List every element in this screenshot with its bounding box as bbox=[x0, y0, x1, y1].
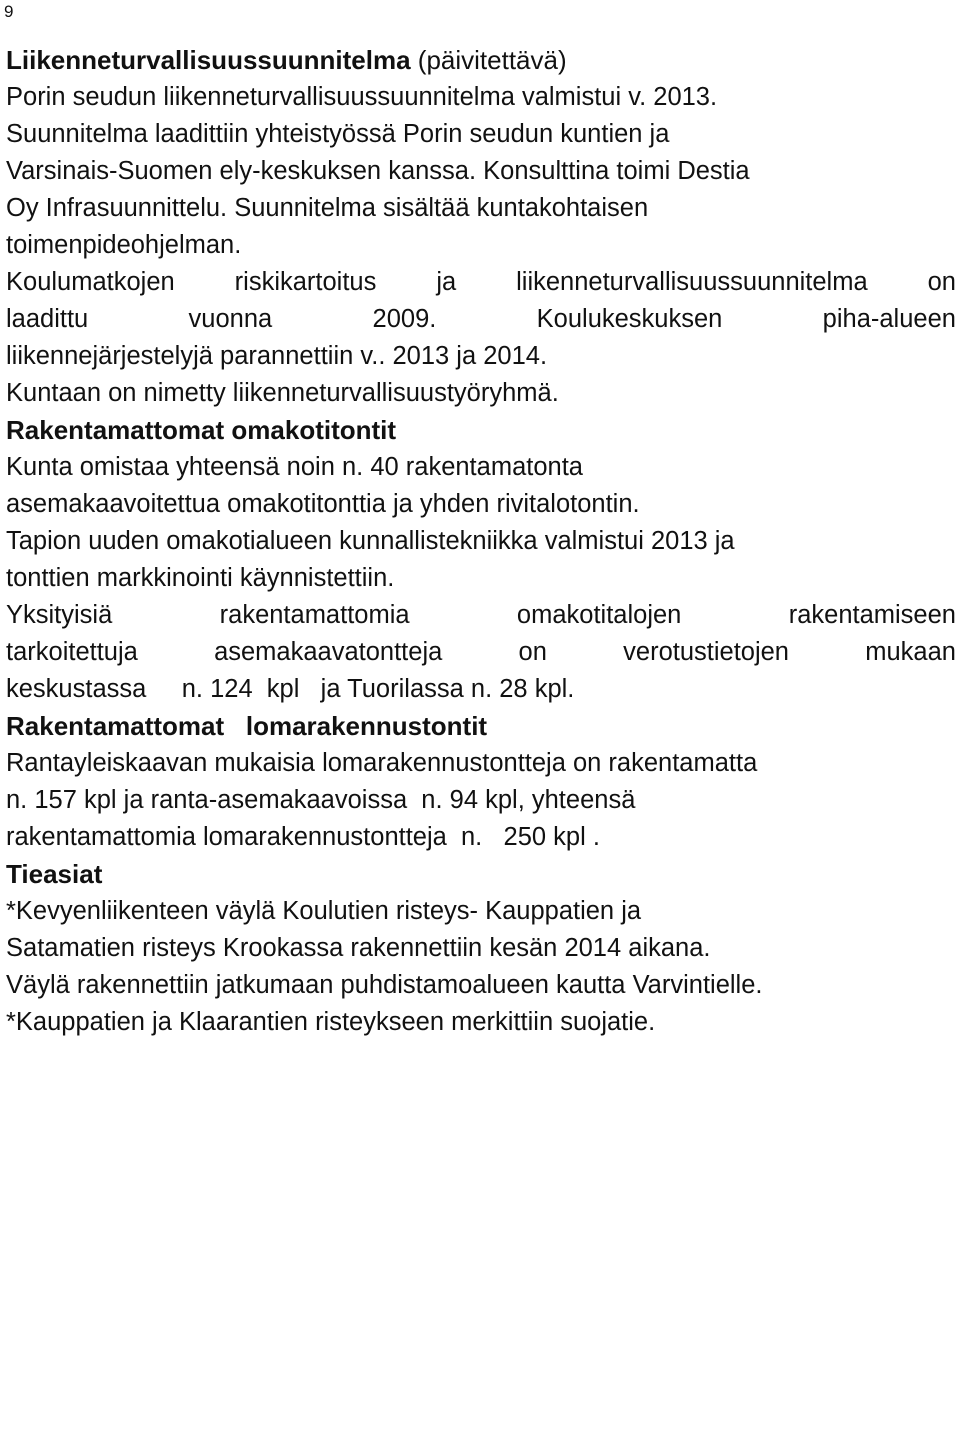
word: vuonna bbox=[188, 305, 273, 333]
text-line: keskustassa n. 124 kpl ja Tuorilassa n. 28 kpl. bbox=[6, 675, 575, 703]
section-heading-lomarakennustontit: Rakentamattomat lomarakennustontit bbox=[6, 711, 488, 741]
word: mukaan bbox=[865, 638, 956, 666]
text-line: Rantayleiskaavan mukaisia lomarakennustontteja on rakentamatta bbox=[6, 749, 758, 777]
word: rakentamattomia bbox=[219, 601, 410, 629]
text-line: tonttien markkinointi käynnistettiin. bbox=[6, 564, 395, 592]
word: on bbox=[518, 638, 547, 666]
text-line: Suunnitelma laadittiin yhteistyössä Porin seudun kuntien ja bbox=[6, 120, 670, 148]
word: liikenneturvallisuussuunnitelma bbox=[516, 268, 868, 296]
paragraph-road-works bbox=[6, 893, 956, 1041]
word: Koulukeskuksen bbox=[536, 305, 723, 333]
paragraph-working-group bbox=[6, 375, 956, 412]
text-line: Oy Infrasuunnittelu. Suunnitelma sisältää kuntakohtaisen bbox=[6, 194, 649, 222]
paragraph-plan-summary bbox=[6, 79, 956, 264]
word: laadittu bbox=[6, 305, 89, 333]
text-line: Kunta omistaa yhteensä noin n. 40 rakentamatonta bbox=[6, 453, 583, 481]
title-bold: Liikenneturvallisuussuunnitelma bbox=[6, 45, 411, 75]
word: asemakaavatontteja bbox=[214, 638, 443, 666]
word: piha-alueen bbox=[822, 305, 956, 333]
text-line: Tapion uuden omakotialueen kunnallistekniikka valmistui 2013 ja bbox=[6, 527, 735, 555]
text-line: liikennejärjestelyjä parannettiin v.. 2013 ja 2014. bbox=[6, 342, 548, 370]
text-line bbox=[6, 301, 956, 338]
section-heading-tieasiat: Tieasiat bbox=[6, 859, 103, 889]
paragraph-holiday-plots bbox=[6, 745, 956, 856]
word: 2009. bbox=[372, 305, 437, 333]
text-line: n. 157 kpl ja ranta-asemakaavoissa n. 94 kpl, yhteensä bbox=[6, 786, 636, 814]
paragraph-tapio-area bbox=[6, 523, 956, 597]
word: omakotitalojen bbox=[516, 601, 682, 629]
text-line: Varsinais-Suomen ely-keskuksen kanssa. Konsulttina toimi Destia bbox=[6, 157, 750, 185]
text-line: Kuntaan on nimetty liikenneturvallisuustyöryhmä. bbox=[6, 379, 559, 407]
word: ja bbox=[436, 268, 457, 296]
page-title bbox=[6, 42, 956, 79]
title-note: (päivitettävä) bbox=[417, 45, 567, 75]
text-line bbox=[6, 597, 956, 634]
word: rakentamiseen bbox=[788, 601, 956, 629]
document-body bbox=[6, 42, 956, 1041]
word: tarkoitettuja bbox=[6, 638, 138, 666]
word: on bbox=[927, 268, 956, 296]
text-line: toimenpideohjelman. bbox=[6, 231, 242, 259]
paragraph-school-routes bbox=[6, 264, 956, 375]
text-line: rakentamattomia lomarakennustontteja n. 250 kpl . bbox=[6, 823, 600, 851]
section-heading-omakotitontit: Rakentamattomat omakotitontit bbox=[6, 415, 397, 445]
word: Koulumatkojen bbox=[6, 268, 175, 296]
text-line bbox=[6, 264, 956, 301]
page-number: 9 bbox=[4, 2, 14, 21]
text-line: Porin seudun liikenneturvallisuussuunnitelma valmistui v. 2013. bbox=[6, 83, 718, 111]
text-line: *Kauppatien ja Klaarantien risteykseen merkittiin suojatie. bbox=[6, 1008, 656, 1036]
word: verotustietojen bbox=[623, 638, 789, 666]
text-line bbox=[6, 634, 956, 671]
text-line: *Kevyenliikenteen väylä Koulutien risteys- Kauppatien ja bbox=[6, 897, 642, 925]
text-line: Väylä rakennettiin jatkumaan puhdistamoalueen kautta Varvintielle. bbox=[6, 971, 763, 999]
text-line: asemakaavoitettua omakotitonttia ja yhden rivitalotontin. bbox=[6, 490, 640, 518]
paragraph-plot-count bbox=[6, 449, 956, 523]
paragraph-private-plots bbox=[6, 597, 956, 708]
word: Yksityisiä bbox=[6, 601, 113, 629]
text-line: Satamatien risteys Krookassa rakennettiin kesän 2014 aikana. bbox=[6, 934, 711, 962]
word: riskikartoitus bbox=[234, 268, 377, 296]
